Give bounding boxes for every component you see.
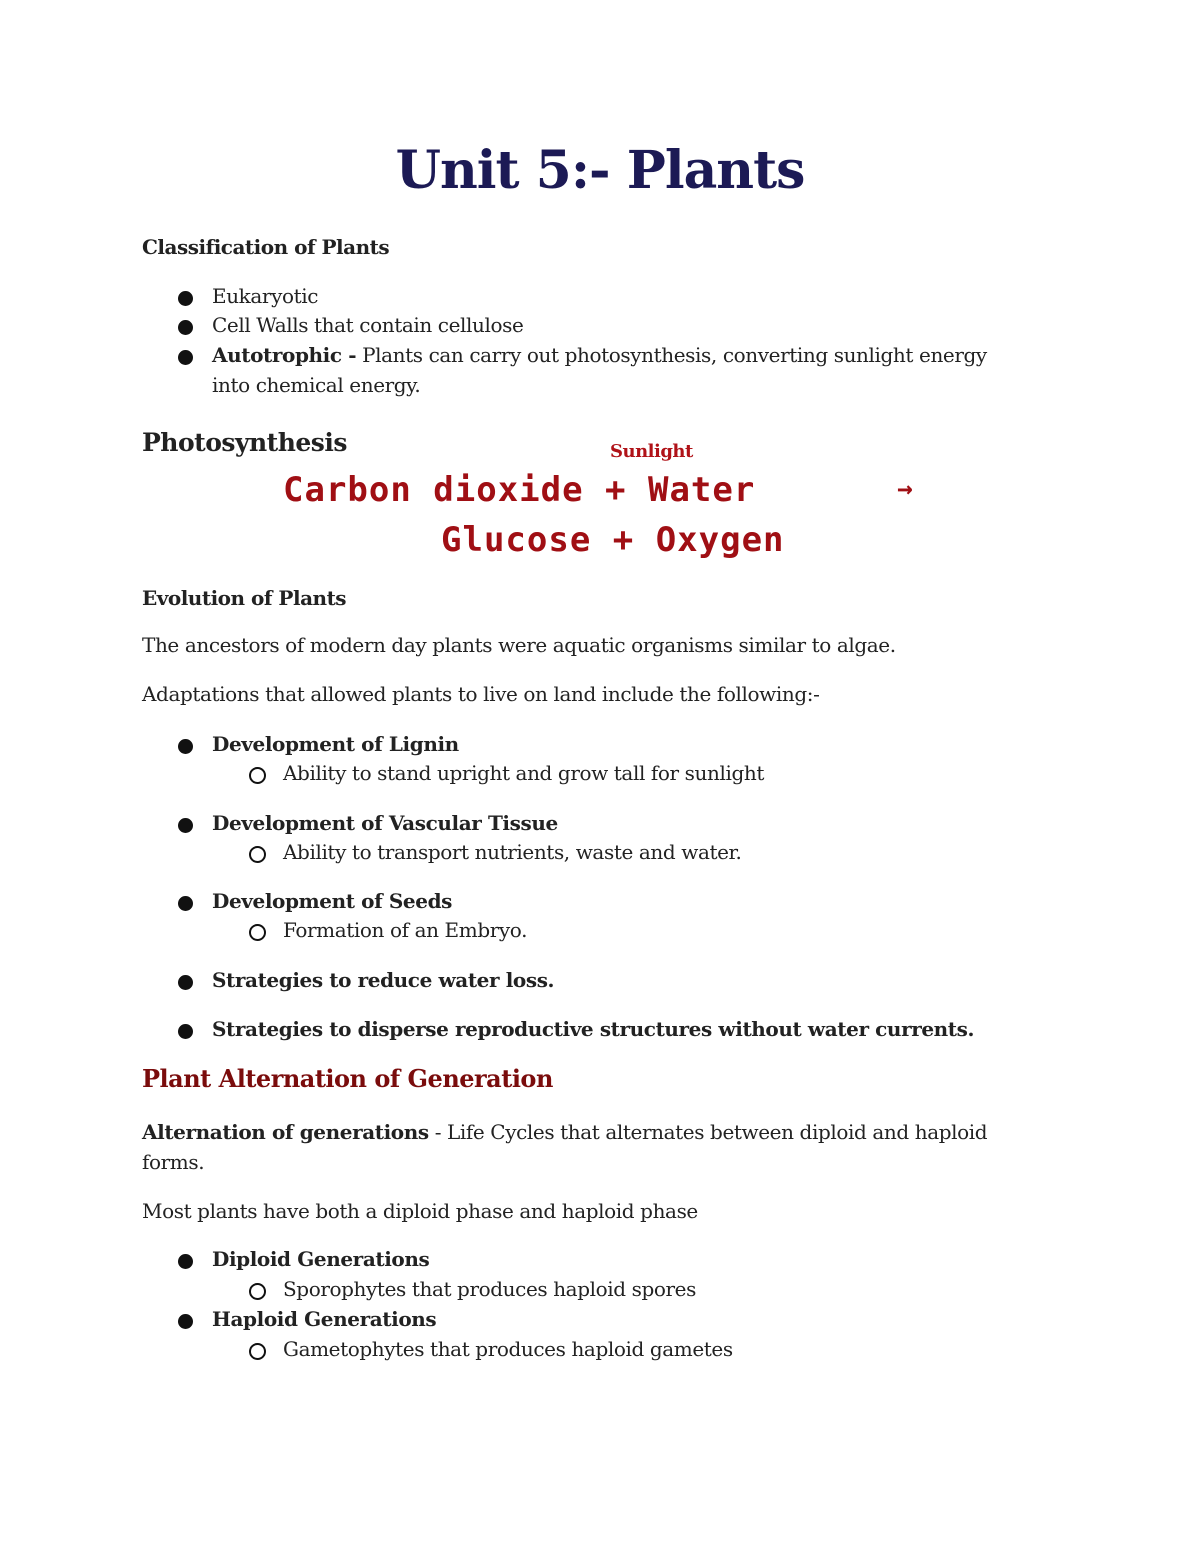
- hollow-bullet-icon: [249, 1343, 266, 1360]
- bullet-icon: [178, 896, 193, 911]
- sub-list-item: Ability to stand upright and grow tall for sunlight: [283, 761, 765, 785]
- list-item: Development of Seeds: [212, 889, 453, 913]
- bullet-icon: [178, 818, 193, 833]
- bullet-icon: [178, 975, 193, 990]
- evolution-heading: Evolution of Plants: [142, 586, 347, 610]
- bullet-icon: [178, 350, 193, 365]
- paragraph: Most plants have both a diploid phase and haploid phase: [142, 1199, 698, 1223]
- bullet-icon: [178, 739, 193, 754]
- bullet-icon: [178, 320, 193, 335]
- hollow-bullet-icon: [249, 767, 266, 784]
- list-item: Haploid Generations: [212, 1307, 437, 1331]
- bullet-icon: [178, 1254, 193, 1269]
- list-item: Development of Vascular Tissue: [212, 811, 558, 835]
- hollow-bullet-icon: [249, 1283, 266, 1300]
- bullet-icon: [178, 1314, 193, 1329]
- photosynthesis-heading: Photosynthesis: [142, 428, 347, 457]
- list-item: Strategies to reduce water loss.: [212, 968, 555, 992]
- bullet-icon: [178, 291, 193, 306]
- equation-products: Glucose + Oxygen: [441, 520, 785, 560]
- sub-list-item: Ability to transport nutrients, waste and water.: [283, 840, 742, 864]
- list-item: [212, 343, 987, 367]
- list-item: Eukaryotic: [212, 284, 319, 308]
- page-title: Unit 5:- Plants: [395, 140, 805, 201]
- classification-heading: Classification of Plants: [142, 235, 390, 259]
- definition-text: - Life Cycles that alternates between diploid and haploid: [428, 1120, 988, 1144]
- definition-continuation: forms.: [142, 1150, 205, 1174]
- paragraph: Adaptations that allowed plants to live on land include the following:-: [142, 682, 820, 706]
- hollow-bullet-icon: [249, 924, 266, 941]
- list-item: Development of Lignin: [212, 732, 459, 756]
- bullet-icon: [178, 1024, 193, 1039]
- reaction-arrow-icon: →: [897, 474, 913, 504]
- sub-list-item: Sporophytes that produces haploid spores: [283, 1277, 696, 1301]
- term-autotrophic: Autotrophic -: [212, 343, 357, 367]
- sub-list-item: Gametophytes that produces haploid gametes: [283, 1337, 733, 1361]
- definition: [142, 1120, 987, 1144]
- list-item: Cell Walls that contain cellulose: [212, 313, 524, 337]
- definition-term: Alternation of generations: [142, 1120, 429, 1144]
- equation-reactants: Carbon dioxide + Water: [283, 470, 756, 510]
- list-item-continuation: into chemical energy.: [212, 373, 421, 397]
- list-item: Strategies to disperse reproductive structures without water currents.: [212, 1017, 975, 1041]
- autotrophic-description: Plants can carry out photosynthesis, converting sunlight energy: [356, 343, 987, 367]
- paragraph: The ancestors of modern day plants were aquatic organisms similar to algae.: [142, 633, 896, 657]
- sub-list-item: Formation of an Embryo.: [283, 918, 528, 942]
- equation-condition: Sunlight: [610, 441, 693, 462]
- hollow-bullet-icon: [249, 846, 266, 863]
- alternation-heading: Plant Alternation of Generation: [142, 1064, 553, 1093]
- list-item: Diploid Generations: [212, 1247, 430, 1271]
